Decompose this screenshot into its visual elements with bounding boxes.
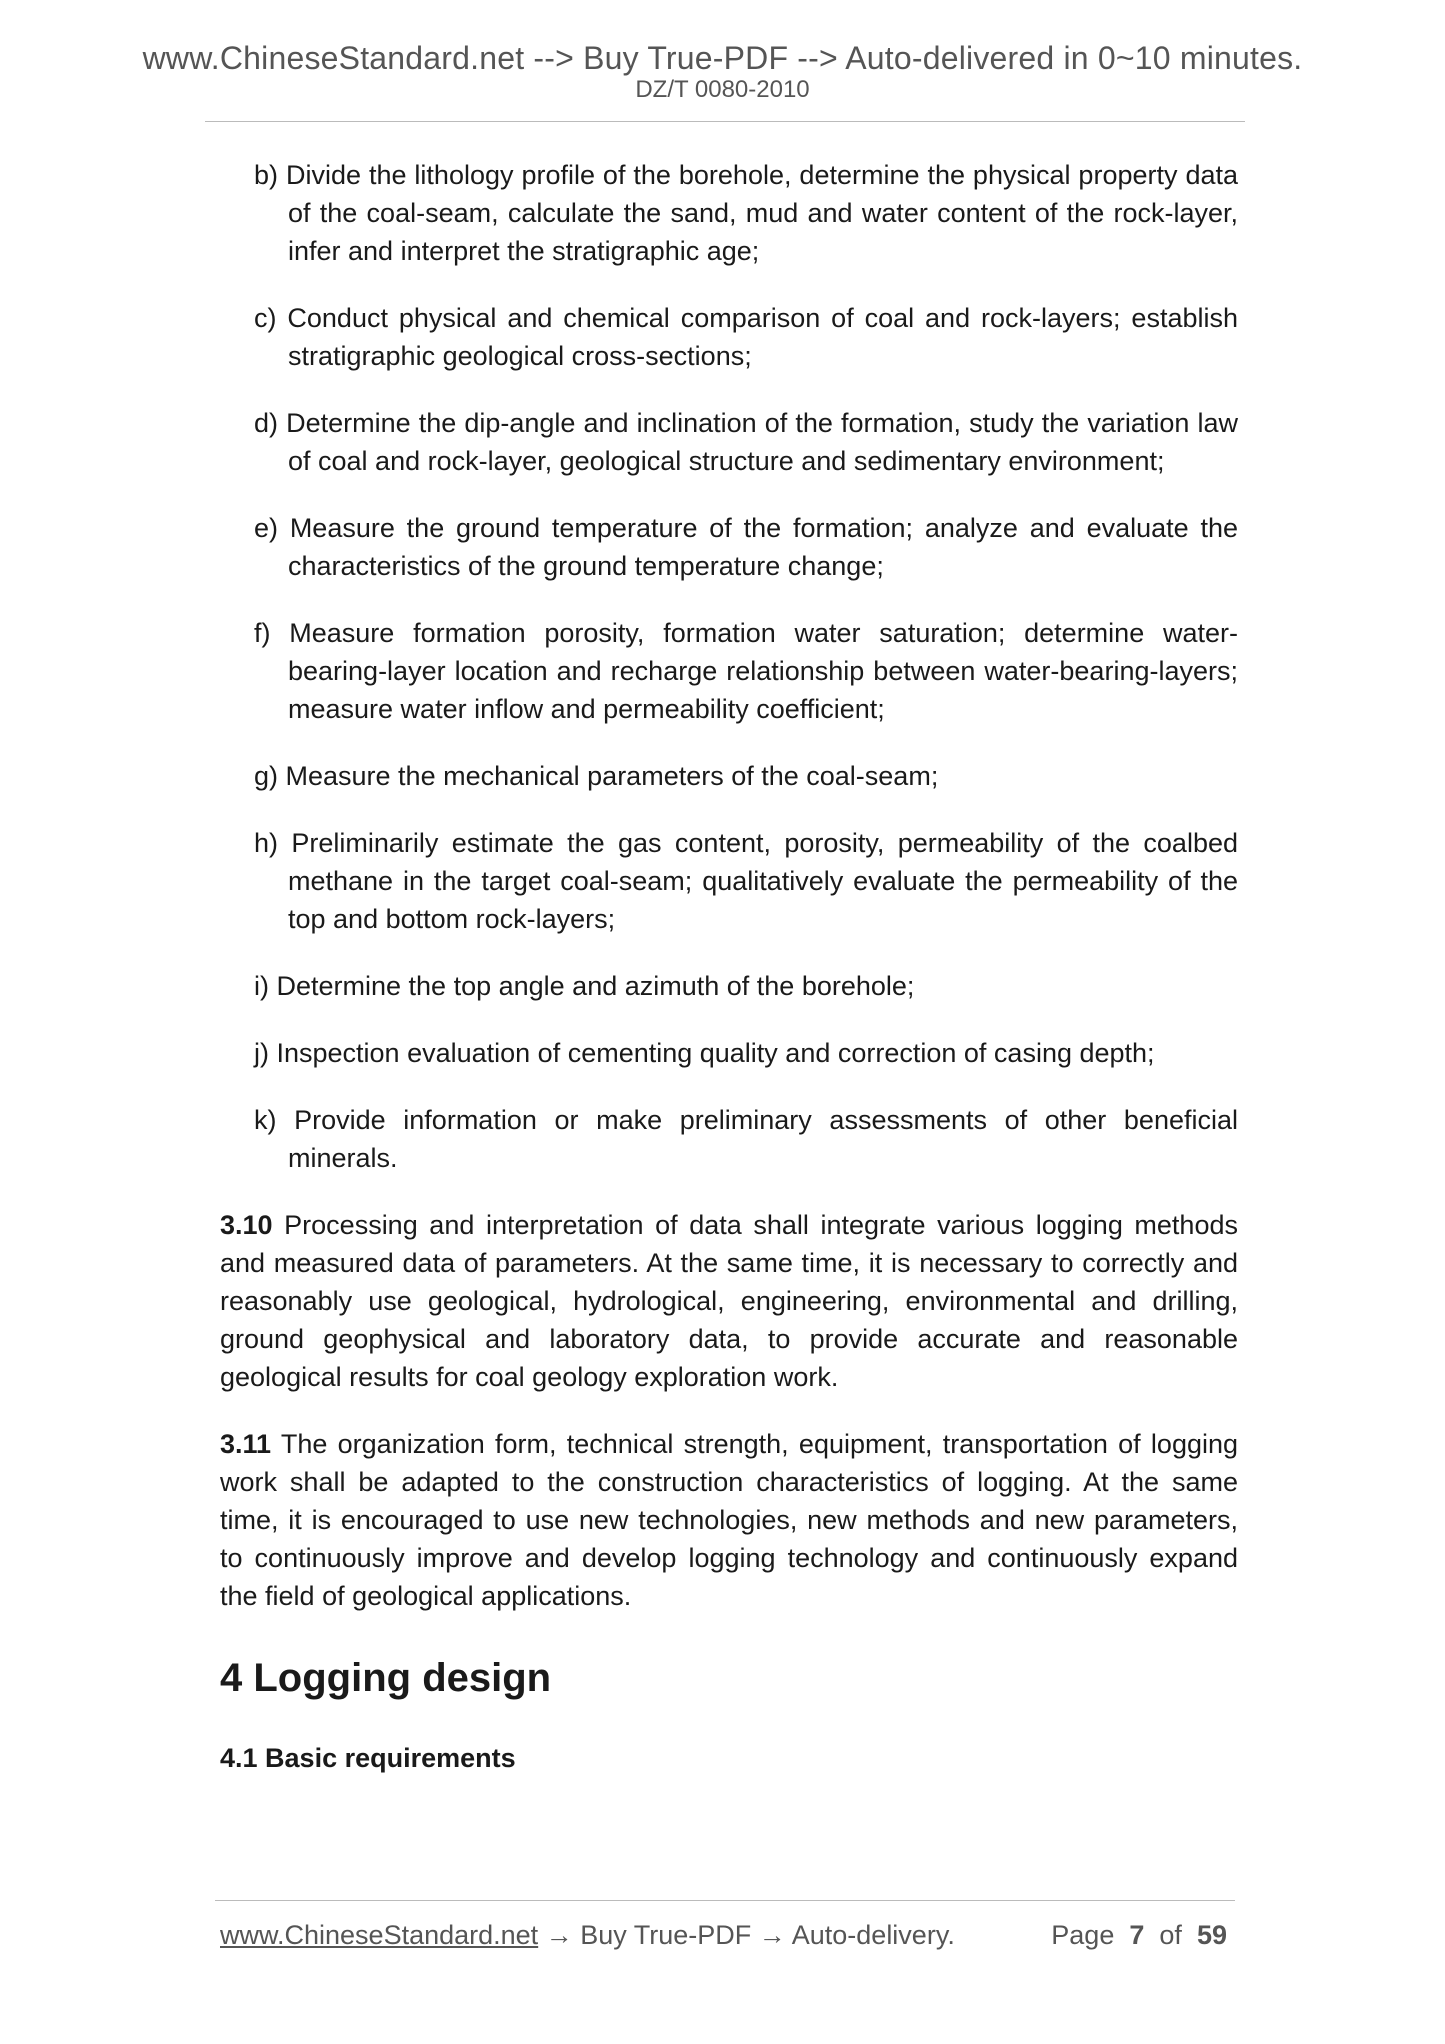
clause-3-10: [220, 1206, 1238, 1396]
of-label: of: [1159, 1920, 1182, 1950]
document-id: DZ/T 0080-2010: [635, 76, 810, 103]
list-item-k: k) Provide information or make preliminary assessments of other beneficial minerals.: [254, 1105, 1238, 1173]
list-item-f: f) Measure formation porosity, formation water saturation; determine water-bearing-layer location and recharge relationship between water-bearing-layers; measure water inflow and permeability coefficient;: [254, 618, 1238, 724]
page-label: Page: [1051, 1920, 1115, 1950]
list-item-d: d) Determine the dip-angle and inclination of the formation, study the variation law of coal and rock-layer, geological structure and sedimentary environment;: [254, 408, 1238, 476]
subsection-heading: 4.1 Basic requirements: [220, 1743, 516, 1773]
list-item-g: g) Measure the mechanical parameters of the coal-seam;: [254, 761, 939, 791]
footer-text: → Buy True-PDF → Auto-delivery.: [538, 1920, 955, 1950]
clause-number: 3.10: [220, 1210, 273, 1240]
page-number: 7: [1129, 1920, 1145, 1950]
page-total: 59: [1196, 1920, 1227, 1950]
clause-text: The organization form, technical strength, equipment, transportation of logging work shall be adapted to the construction characteristics of logging. At the same time, it is encouraged to use new technologies, new methods and new parameters, to continuously improve and develop logging technology and continuously expand the field of geological applications.: [220, 1429, 1239, 1611]
clause-number: 3.11: [220, 1429, 272, 1459]
clause-text: Processing and interpretation of data shall integrate various logging methods and measured data of parameters. At the same time, it is necessary to correctly and reasonably use geological, hydrological, engineering, environmental and drilling, ground geophysical and laboratory data, to provide accurate and reasonable geological results for coal geology exploration work.: [220, 1210, 1238, 1392]
site-banner: www.ChineseStandard.net --> Buy True-PDF --> Auto-delivered in 0~10 minutes.: [142, 40, 1303, 76]
footer-divider: [215, 1900, 1235, 1901]
footer-link[interactable]: www.ChineseStandard.net: [220, 1920, 539, 1950]
list-item-i: i) Determine the top angle and azimuth of the borehole;: [254, 971, 915, 1001]
list-item-b: b) Divide the lithology profile of the borehole, determine the physical property data of the coal-seam, calculate the sand, mud and water content of the rock-layer, infer and interpret the stratigraphic age;: [254, 160, 1238, 266]
footer: [220, 1920, 955, 1951]
list-item-h: h) Preliminarily estimate the gas content, porosity, permeability of the coalbed methane in the target coal-seam; qualitatively evaluate the permeability of the top and bottom rock-layers;: [254, 828, 1238, 934]
clause-3-11: [220, 1425, 1238, 1615]
list-item-j: j) Inspection evaluation of cementing quality and correction of casing depth;: [254, 1038, 1155, 1068]
section-heading: 4 Logging design: [220, 1656, 552, 1700]
list-item-e: e) Measure the ground temperature of the formation; analyze and evaluate the characteristics of the ground temperature change;: [254, 513, 1238, 581]
page-content: [220, 156, 1238, 1775]
list-item-c: c) Conduct physical and chemical comparison of coal and rock-layers; establish stratigraphic geological cross-sections;: [254, 303, 1238, 371]
header-divider: [205, 121, 1245, 122]
page-indicator: [1051, 1920, 1227, 1951]
